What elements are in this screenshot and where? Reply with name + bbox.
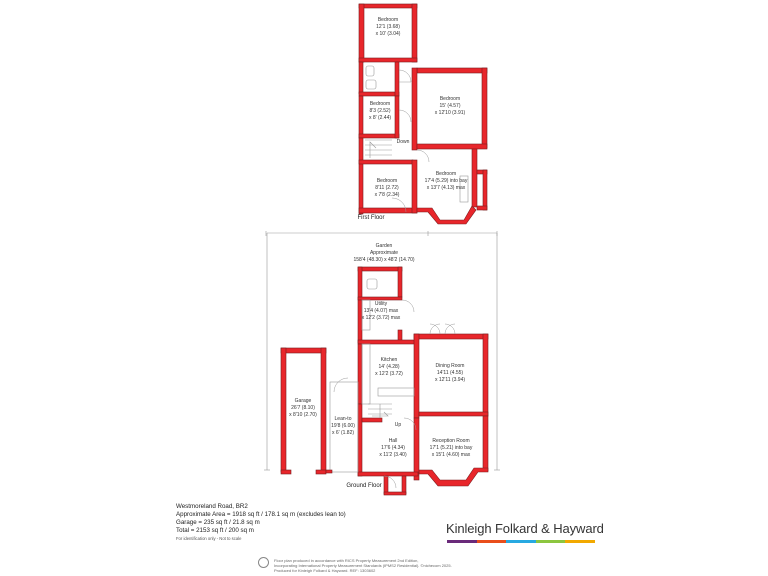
room-label: Bedroom (439, 96, 461, 102)
room-label: Dining Room (435, 363, 465, 369)
first-floor (359, 4, 487, 224)
room-dims: x 8' (2.44) (368, 115, 392, 121)
first-floor-title: First Floor (357, 215, 385, 221)
room-label: Bedroom (377, 17, 399, 23)
stair-down-label: Down (396, 139, 410, 145)
room-dims: 15' (4.57) (439, 103, 461, 109)
stripe-segment (477, 540, 507, 543)
brand-logo: Kinleigh Folkard & Hayward (446, 521, 604, 536)
room-label: Lean-to (334, 416, 352, 422)
stripe-segment (506, 540, 536, 543)
room-dims: x 10' (3.04) (375, 31, 401, 37)
stair-up-label: Up (394, 422, 402, 428)
room-dims: x 12'10 (3.91) (434, 110, 466, 116)
room-label: Bedroom (435, 171, 457, 177)
room-dims: x 7'8 (2.34) (374, 192, 400, 198)
garden-label: Garden (375, 243, 393, 249)
room-dims: 17'1 (5.21) into bay (429, 445, 473, 451)
room-dims: 8'11 (2.72) (375, 185, 399, 191)
property-info (176, 503, 346, 542)
room-dims: 19'8 (6.00) (331, 423, 355, 429)
room-label: Utility (374, 301, 388, 307)
stripe-segment (447, 540, 477, 543)
identification-note: For identification only - Not to scale (176, 536, 242, 541)
total-area: Total = 2153 sq ft / 200 sq m (176, 527, 254, 534)
room-dims: x 8'10 (2.70) (289, 412, 317, 418)
room-dims: x 11'2 (3.40) (379, 452, 407, 458)
room-dims: 17'6 (4.34) (381, 445, 405, 451)
room-label: Bedroom (376, 178, 398, 184)
approx-area: Approximate Area = 1918 sq ft / 178.1 sq m (excludes lean to) (176, 511, 346, 518)
room-dims: x 6' (1.82) (331, 430, 355, 436)
room-dims: 8'3 (2.52) (369, 108, 391, 114)
room-dims: 14' (4.28) (378, 364, 400, 370)
room-label: Kitchen (380, 357, 398, 363)
room-dims: 12'1 (3.68) (376, 24, 400, 30)
room-dims: x 12'2 (3.72) max (361, 315, 401, 321)
brand-stripe (447, 540, 595, 543)
footer-notes (274, 558, 452, 574)
stripe-segment (565, 540, 595, 543)
footer-line: Produced for Kinleigh Folkard & Hayward. REF: 1303602 (274, 568, 376, 574)
stripe-segment (536, 540, 566, 543)
room-dims: x 12'11 (3.94) (434, 377, 466, 383)
garden-dims: 158'4 (48.30) x 48'2 (14.70) (353, 257, 415, 263)
room-dims: x 12'2 (3.72) (375, 371, 403, 377)
garden-sub: Approximate (369, 250, 399, 256)
room-dims: 17'4 (5.29) into bay (424, 178, 468, 184)
room-dims: 26'7 (8.10) (291, 405, 315, 411)
garage-area: Garage = 235 sq ft / 21.8 sq m (176, 519, 260, 526)
room-dims: 13'4 (4.07) max (363, 308, 399, 314)
nichecom-logo-icon (258, 557, 269, 568)
room-dims: 14'11 (4.55) (436, 370, 464, 376)
footer-line: Incorporating International Property Measurement Standards (IPMS2 Residential). ©nichecom 2025. (274, 563, 452, 569)
room-label: Reception Room (432, 438, 470, 444)
room-dims: x 15'1 (4.60) max (431, 452, 471, 458)
room-label: Garage (294, 398, 312, 404)
ground-floor-title: Ground Floor (346, 483, 382, 489)
address: Westmoreland Road, BR2 (176, 503, 248, 510)
room-label: Hall (388, 438, 398, 444)
footer-line: Floor plan produced in accordance with RICS Property Measurement 2nd Edition, (274, 558, 419, 563)
room-label: Bedroom (369, 101, 391, 107)
room-dims: x 13'7 (4.13) max (426, 185, 466, 191)
